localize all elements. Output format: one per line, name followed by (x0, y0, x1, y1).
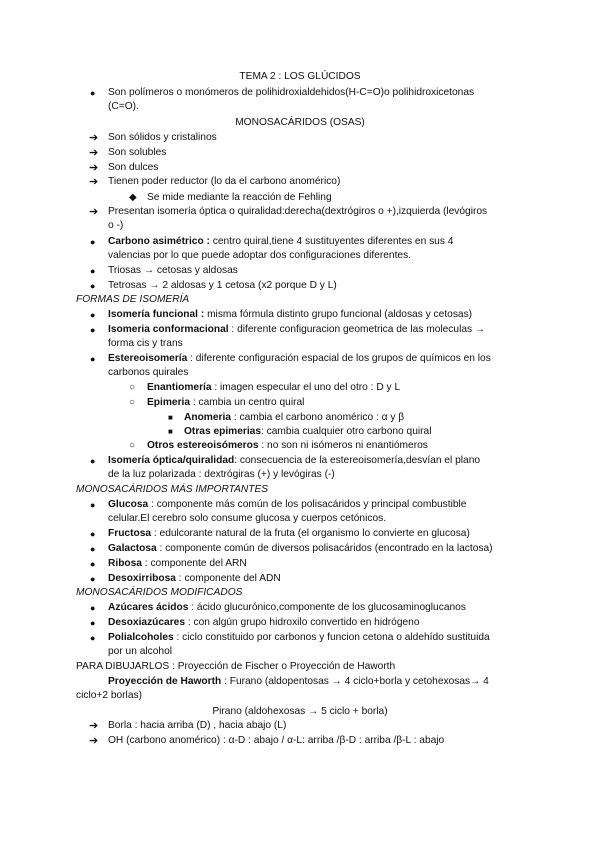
circle-icon: ○ (129, 397, 136, 408)
list-item-continuation: carbonos quirales (108, 367, 189, 378)
square-icon: ■ (168, 427, 173, 436)
list-item-continuation: o -) (108, 220, 124, 231)
page-title: TEMA 2 : LOS GLÚCIDOS (239, 71, 361, 82)
bullet-icon: ● (90, 325, 96, 335)
list-item-glucosa (108, 498, 466, 512)
haworth-continuation: ciclo+2 borlas) (76, 690, 142, 701)
list-item: Son solubles (108, 147, 167, 158)
arrow-icon: ➔ (89, 162, 99, 174)
dibujar-line: PARA DIBUJARLOS : Proyección de Fischer o Proyección de Haworth (76, 661, 396, 672)
term: Isomería óptica/quiralidad (108, 455, 235, 466)
definition: : componente común de diversos polisacáridos (encontrado en la lactosa) (156, 543, 493, 554)
term: Otros estereoisómeros (147, 440, 259, 451)
list-item-continuation: por un alcohol (108, 646, 173, 657)
bullet-icon: ● (90, 633, 96, 643)
term: Carbono asimétrico : (108, 236, 210, 247)
list-item: Se mide mediante la reacción de Fehling (147, 192, 332, 203)
definition: misma fórmula distinto grupo funcional (aldosas y cetosas) (204, 309, 473, 320)
definition: : ácido glucurónico,componente de los glucosaminoglucanos (188, 602, 466, 613)
bullet-icon: ● (90, 281, 96, 291)
bullet-icon: ● (90, 529, 96, 539)
circle-icon: ○ (129, 440, 136, 451)
term: Galactosa (108, 543, 157, 554)
haworth-line (108, 675, 489, 689)
definition: : diferente configuracion geometrica de las moleculas → (228, 324, 486, 335)
bullet-icon: ● (90, 603, 96, 613)
definition: : Furano (aldopentosas → 4 ciclo+borla y cetohexosas→ 4 (221, 676, 489, 687)
bullet-icon: ● (90, 354, 96, 364)
list-item-continuation: forma cis y trans (108, 338, 183, 349)
list-item-fructosa (108, 527, 470, 541)
term: Polialcoholes (108, 632, 174, 643)
list-item: Triosas → cetosas y aldosas (108, 265, 238, 276)
list-item-iso-optica (108, 454, 480, 468)
list-item-enantio (147, 381, 400, 395)
bullet-icon: ● (90, 456, 96, 466)
list-item: Tetrosas → 2 aldosas y 1 cetosa (x2 porque D y L) (108, 280, 337, 291)
list-item-otras-epimerias (184, 425, 431, 439)
arrow-icon: ➔ (89, 176, 99, 188)
term: Isomeria conformacional (108, 324, 229, 335)
list-item-continuation: de la luz polarizada : dextrógiras (+) y levógiras (-) (108, 469, 335, 480)
term: Desoxirribosa (108, 573, 176, 584)
list-item-azucares (108, 601, 466, 615)
term: Otras epimerias (184, 426, 262, 437)
bullet-icon: ● (90, 559, 96, 569)
definition: : no son ni isómeros ni enantiómeros (258, 440, 428, 451)
term: Desoxiazúcares (108, 617, 186, 628)
definition: : componente del ADN (175, 573, 281, 584)
list-item-anomeria (184, 411, 404, 425)
list-item-epimeria (147, 396, 304, 410)
definition: : consecuencia de la estereoisomería,desvían el plano (234, 455, 481, 466)
definition: : imagen especular el uno del otro : D y L (211, 382, 401, 393)
bullet-icon: ● (90, 310, 96, 320)
term: Glucosa (108, 499, 149, 510)
diamond-icon: ◆ (129, 192, 137, 203)
intro-line-2: (C=O). (108, 101, 139, 112)
section-title-monosacaridos: MONOSACÁRIDOS (OSAS) (235, 117, 365, 128)
term: Fructosa (108, 528, 152, 539)
term: Ribosa (108, 558, 142, 569)
circle-icon: ○ (129, 382, 136, 393)
bullet-icon: ● (90, 544, 96, 554)
list-item-continuation: valencias por lo que puede adoptar dos configuraciones diferentes. (108, 250, 411, 261)
bullet-icon: ● (90, 88, 96, 98)
list-item-ribosa (108, 557, 247, 571)
term: Enantiomería (147, 382, 212, 393)
term: Isomería funcional : (108, 309, 205, 320)
term: Anomeria (184, 412, 231, 423)
arrow-icon: ➔ (89, 132, 99, 144)
section-heading-modificados: MONOSACÁRIDOS MODIFICADOS (76, 587, 243, 598)
list-item-desoxiazucares (108, 616, 420, 630)
pirano-line: Pirano (aldohexosas → 5 ciclo + borla) (212, 706, 388, 717)
definition: : con algún grupo hidroxilo convertido en hidrógeno (185, 617, 420, 628)
list-item-carbono (108, 235, 453, 249)
definition: : cambia el carbono anomérico : α y β (231, 412, 405, 423)
term: Azúcares ácidos (108, 602, 189, 613)
intro-line-1: Son polímeros o monómeros de polihidroxialdehidos(H-C=O)o polihidroxicetonas (108, 87, 475, 98)
list-item: Tienen poder reductor (lo da el carbono anomérico) (108, 176, 341, 187)
section-heading-importantes: MONOSACÁRIDOS MÁS IMPORTANTES (76, 484, 269, 495)
list-item-galactosa (108, 542, 493, 556)
definition: : componente más común de los polisacáridos y principal combustible (148, 499, 467, 510)
list-item-desoxirribosa (108, 572, 281, 586)
list-item-conformacional (108, 323, 485, 337)
bullet-icon: ● (90, 500, 96, 510)
definition: : diferente configuración espacial de los grupos de químicos en los (187, 353, 491, 364)
list-item: Son sólidos y cristalinos (108, 132, 217, 143)
bullet-icon: ● (90, 237, 96, 247)
list-item-oh: OH (carbono anomérico) : α-D : abajo / α-L: arriba /β-D : arriba /β-L : abajo (108, 735, 445, 746)
square-icon: ■ (168, 413, 173, 422)
definition: : edulcorante natural de la fruta (el organismo lo convierte en glucosa) (151, 528, 470, 539)
term: Epimeria (147, 397, 191, 408)
bullet-icon: ● (90, 618, 96, 628)
bullet-icon: ● (90, 266, 96, 276)
bullet-icon: ● (90, 574, 96, 584)
list-item-funcional (108, 308, 472, 322)
list-item-borla: Borla : hacia arriba (D) , hacia abajo (L) (108, 720, 287, 731)
list-item-estereo (108, 352, 491, 366)
arrow-icon: ➔ (89, 720, 99, 732)
list-item: Son dulces (108, 162, 159, 173)
definition: : componente del ARN (141, 558, 247, 569)
section-heading-formas: FORMAS DE ISOMERÍA (76, 294, 190, 305)
arrow-icon: ➔ (89, 147, 99, 159)
definition: centro quiral,tiene 4 sustituyentes diferentes en sus 4 (209, 236, 454, 247)
definition: : cambia un centro quiral (190, 397, 305, 408)
arrow-icon: ➔ (89, 206, 99, 218)
term: Estereoisomería (108, 353, 188, 364)
list-item-otros-estereo (147, 439, 428, 453)
definition: : cambia cualquier otro carbono quiral (261, 426, 432, 437)
arrow-icon: ➔ (89, 735, 99, 747)
definition: : ciclo constituido por carbonos y funcion cetona o aldehído sustituida (173, 632, 490, 643)
list-item: Presentan isomería óptica o quiralidad:derecha(dextrógiros o +),izquierda (levógiros (108, 206, 488, 217)
list-item-continuation: celular.El cerebro solo consume glucosa y cuerpos cetónicos. (108, 513, 387, 524)
list-item-polialcoholes (108, 631, 490, 645)
term: Proyección de Haworth (108, 676, 222, 687)
